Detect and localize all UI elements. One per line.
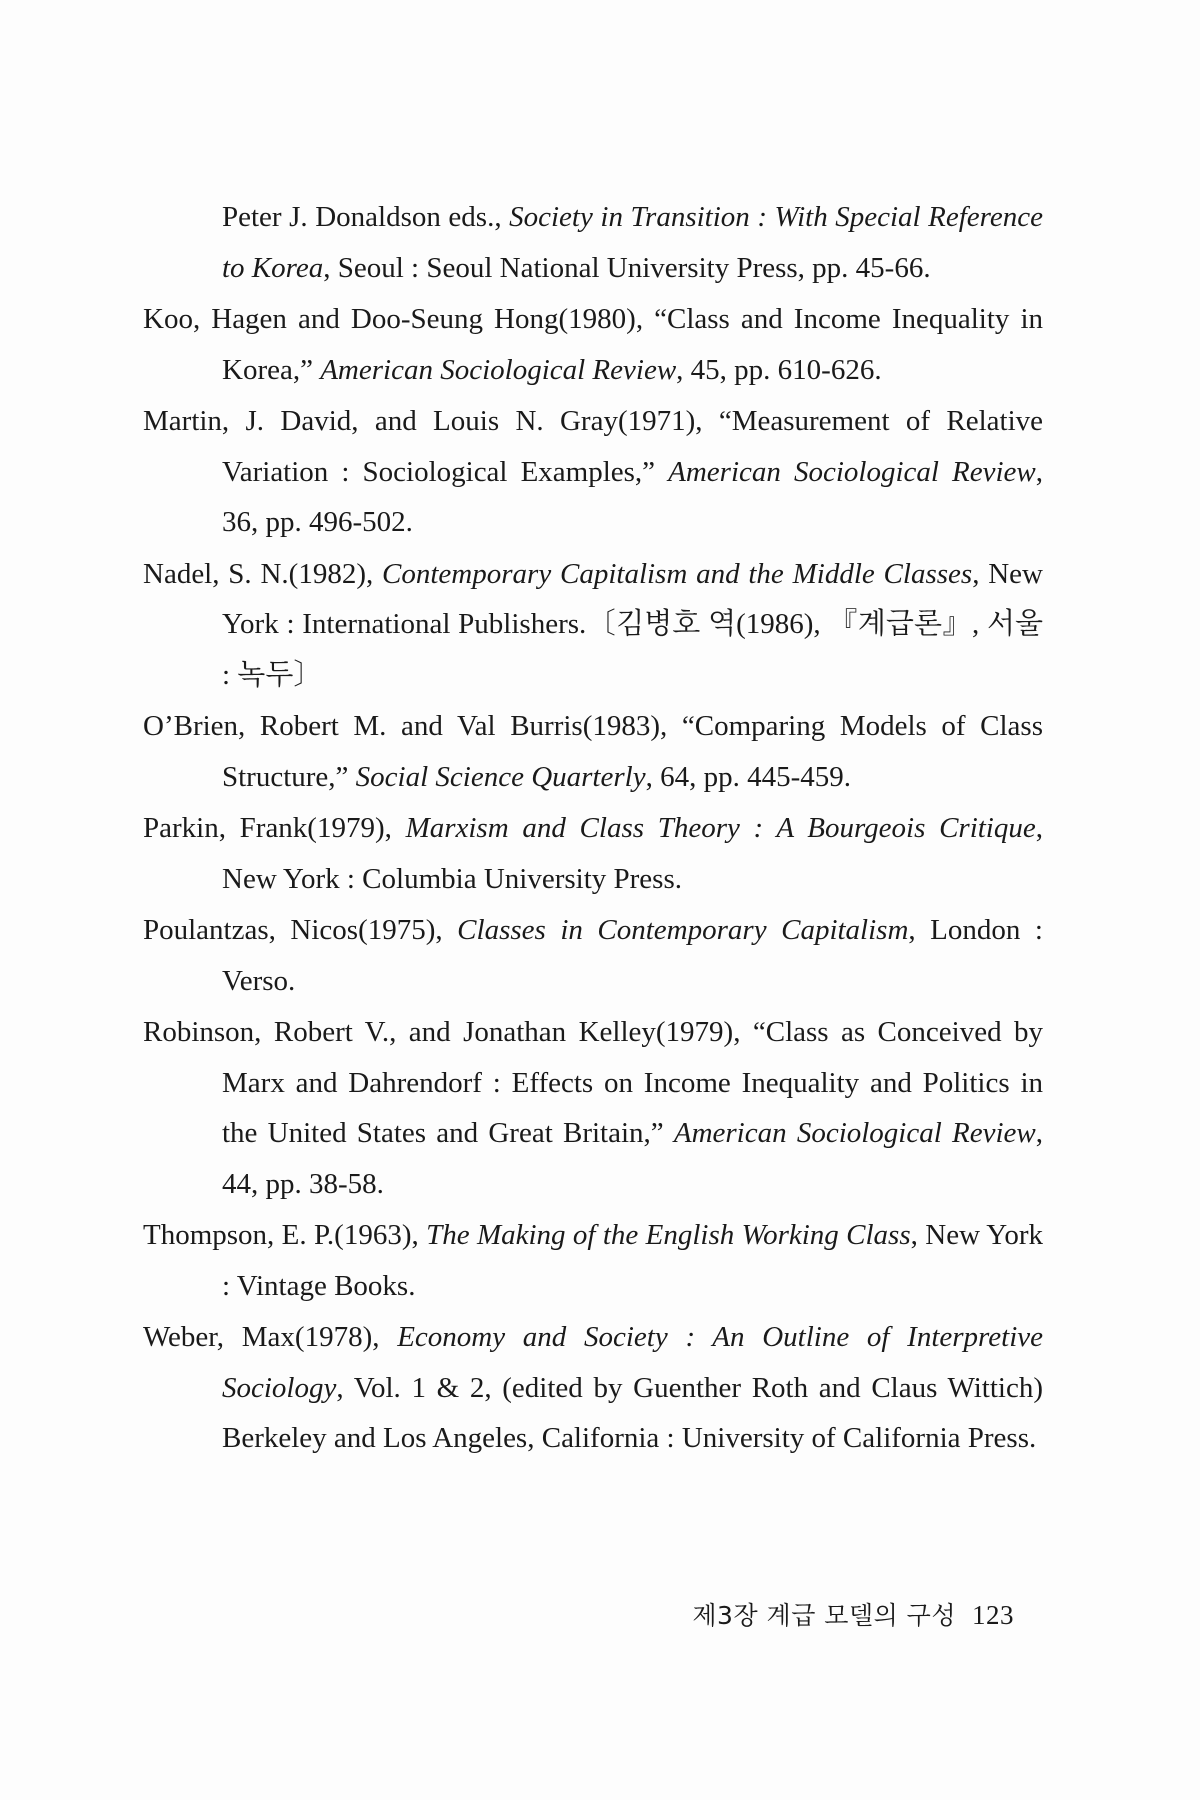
reference-text: , 44, pp. 38-58.: [222, 1117, 1043, 1200]
reference-text: Weber, Max(1978),: [143, 1321, 398, 1353]
reference-text: , New York : Vintage Books.: [222, 1219, 1043, 1302]
reference-text: Poulantzas, Nicos(1975),: [143, 914, 458, 946]
reference-entry: [143, 396, 1043, 548]
reference-title: American Sociological Review: [668, 455, 1036, 488]
reference-text: , 64, pp. 445-459.: [645, 760, 851, 793]
reference-list: [143, 192, 1043, 1465]
reference-text: Thompson, E. P.(1963),: [143, 1219, 427, 1251]
reference-text: , London : Verso.: [222, 914, 1043, 997]
reference-text: Nadel, S. N.(1982),: [143, 557, 383, 590]
reference-entry: [143, 1007, 1043, 1209]
reference-title: Contemporary Capitalism and the Middle Classes: [382, 557, 973, 590]
reference-entry: [143, 803, 1043, 904]
reference-text: Koo, Hagen and Doo-Seung Hong(1980), “Class and Income Inequality in Korea,”: [143, 303, 1043, 386]
reference-title: American Sociological Review: [320, 353, 677, 386]
reference-title: Marxism and Class Theory : A Bourgeois Critique: [405, 812, 1036, 844]
reference-text: Peter J. Donaldson eds.,: [222, 201, 510, 233]
reference-text: , New York : Columbia University Press.: [222, 812, 1043, 895]
reference-title: Classes in Contemporary Capitalism: [457, 914, 909, 946]
reference-entry: [143, 192, 1043, 293]
reference-entry: [143, 701, 1043, 802]
reference-entry: [143, 549, 1043, 701]
reference-text: , Seoul : Seoul National University Press, pp. 45-66.: [323, 251, 931, 284]
chapter-title: 제3장 계급 모델의 구성: [692, 1601, 956, 1630]
reference-entry: [143, 1210, 1043, 1311]
reference-text: , 45, pp. 610-626.: [676, 353, 882, 386]
reference-title: Economy and Society : An Outline of Interpretive Sociology: [222, 1321, 1043, 1404]
reference-entry: [143, 905, 1043, 1006]
reference-entry: [143, 294, 1043, 395]
reference-text: O’Brien, Robert M. and Val Burris(1983), “Comparing Models of Class Structure,”: [143, 710, 1043, 793]
reference-title: American Sociological Review: [673, 1117, 1036, 1149]
running-footer: [692, 1596, 1014, 1632]
reference-entry: [143, 1312, 1043, 1464]
reference-text: Parkin, Frank(1979),: [143, 812, 406, 844]
reference-title: Society in Transition : With Special Reference to Korea: [222, 201, 1043, 284]
reference-text: , New York : International Publishers.〔김병호 역(1986), 『계급론』, 서울 : 녹두〕: [222, 557, 1043, 691]
reference-title: The Making of the English Working Class: [426, 1219, 911, 1251]
reference-title: Social Science Quarterly: [355, 760, 646, 793]
reference-text: , 36, pp. 496-502.: [222, 455, 1043, 538]
reference-text: Martin, J. David, and Louis N. Gray(1971), “Measurement of Relative Variation : Sociological Examples,”: [143, 405, 1043, 488]
reference-text: Robinson, Robert V., and Jonathan Kelley(1979), “Class as Conceived by Marx and Dahrendorf : Effects on Income Inequality and Politics in the United States and Great Britain,”: [143, 1016, 1043, 1149]
page-number: 123: [972, 1600, 1014, 1630]
reference-text: , Vol. 1 & 2, (edited by Guenther Roth and Claus Wittich) Berkeley and Los Angeles, California : University of California Press.: [222, 1371, 1043, 1454]
